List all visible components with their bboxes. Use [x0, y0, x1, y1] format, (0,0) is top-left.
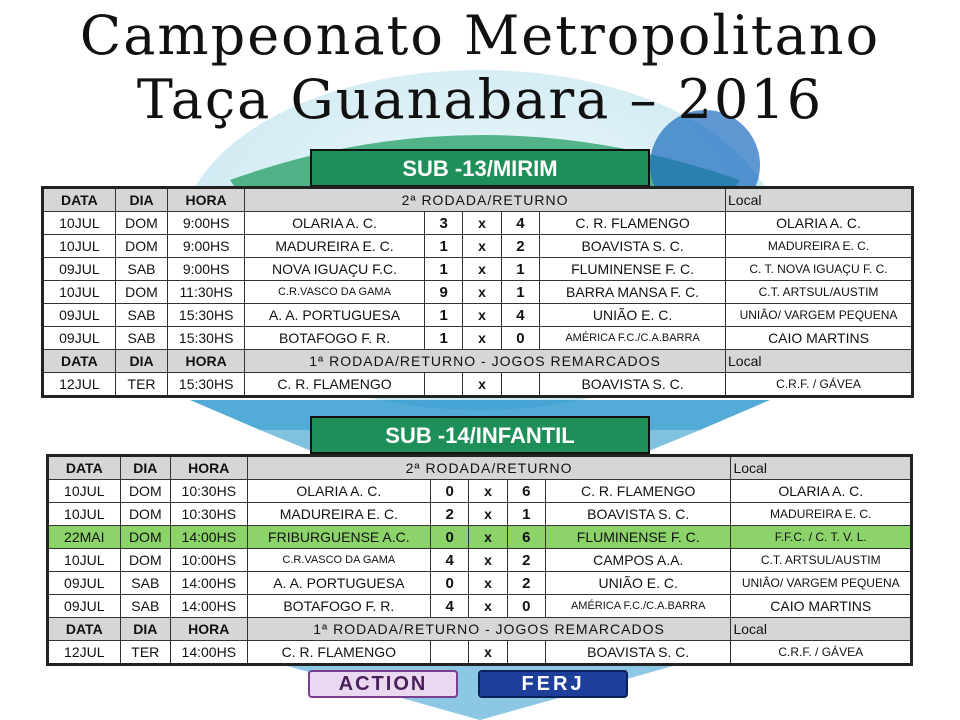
category-banner-sub13: SUB -13/MIRIM	[310, 149, 650, 187]
match-row	[48, 480, 912, 503]
home-team: C.R.VASCO DA GAMA	[247, 549, 430, 572]
col-local-header: Local	[731, 456, 912, 480]
away-score: 0	[501, 327, 539, 350]
away-team: FLUMINENSE F. C.	[540, 258, 726, 281]
venue: MADUREIRA E. C.	[726, 235, 913, 258]
away-team: UNIÃO E. C.	[540, 304, 726, 327]
match-date: 09JUL	[43, 304, 116, 327]
venue: UNIÂO/ VARGEM PEQUENA	[731, 572, 912, 595]
away-score: 6	[507, 526, 545, 549]
versus: x	[469, 641, 507, 665]
versus: x	[463, 304, 501, 327]
versus: x	[463, 373, 501, 397]
home-team: MADUREIRA E. C.	[245, 235, 425, 258]
match-day: DOM	[115, 281, 168, 304]
match-row	[43, 281, 913, 304]
home-team: BOTAFOGO F. R.	[247, 595, 430, 618]
venue: OLARIA A. C.	[726, 212, 913, 235]
match-day: DOM	[120, 480, 170, 503]
match-day: DOM	[115, 235, 168, 258]
away-score: 6	[507, 480, 545, 503]
col-local-header: Local	[726, 188, 913, 212]
versus: x	[463, 327, 501, 350]
home-score	[424, 373, 462, 397]
match-time: 14:00HS	[170, 641, 247, 665]
away-team: AMÉRICA F.C./C.A.BARRA	[540, 327, 726, 350]
venue: UNIÂO/ VARGEM PEQUENA	[726, 304, 913, 327]
venue: C. T. NOVA IGUAÇU F. C.	[726, 258, 913, 281]
home-score: 1	[424, 327, 462, 350]
col-hora-header: HORA	[170, 456, 247, 480]
match-day: TER	[115, 373, 168, 397]
home-score: 3	[424, 212, 462, 235]
versus: x	[469, 480, 507, 503]
home-team: C. R. FLAMENGO	[245, 373, 425, 397]
col-data-header: DATA	[43, 350, 116, 373]
versus: x	[463, 212, 501, 235]
away-score: 2	[501, 235, 539, 258]
col-data-header: DATA	[48, 618, 121, 641]
match-time: 14:00HS	[170, 595, 247, 618]
ferj-logo	[478, 670, 628, 698]
match-date: 22MAI	[48, 526, 121, 549]
venue: C.T. ARTSUL/AUSTIM	[726, 281, 913, 304]
away-score: 2	[507, 549, 545, 572]
venue: CAIO MARTINS	[731, 595, 912, 618]
match-row-highlighted	[48, 526, 912, 549]
venue: F.F.C. / C. T. V. L.	[731, 526, 912, 549]
match-time: 11:30HS	[168, 281, 245, 304]
home-team: OLARIA A. C.	[247, 480, 430, 503]
home-score: 1	[424, 304, 462, 327]
home-team: A. A. PORTUGUESA	[245, 304, 425, 327]
home-score: 4	[431, 549, 469, 572]
category-banner-sub14: SUB -14/INFANTIL	[310, 416, 650, 454]
venue: MADUREIRA E. C.	[731, 503, 912, 526]
away-score: 4	[501, 304, 539, 327]
col-dia-header: DIA	[115, 350, 168, 373]
action-logo	[308, 670, 458, 698]
page-title: Campeonato Metropolitano	[79, 4, 881, 67]
home-team: A. A. PORTUGUESA	[247, 572, 430, 595]
away-team: FLUMINENSE F. C.	[545, 526, 731, 549]
col-hora-header: HORA	[168, 188, 245, 212]
match-day: DOM	[120, 549, 170, 572]
home-score: 0	[431, 480, 469, 503]
away-team: BARRA MANSA F. C.	[540, 281, 726, 304]
table-header-row	[48, 456, 912, 480]
match-date: 10JUL	[48, 503, 121, 526]
match-day: DOM	[120, 503, 170, 526]
home-score: 4	[431, 595, 469, 618]
col-dia-header: DIA	[120, 456, 170, 480]
col-data-header: DATA	[48, 456, 121, 480]
home-score: 1	[424, 258, 462, 281]
round-header: 2ª RODADA/RETURNO	[247, 456, 731, 480]
home-team: C.R.VASCO DA GAMA	[245, 281, 425, 304]
match-row	[43, 327, 913, 350]
versus: x	[463, 235, 501, 258]
col-hora-header: HORA	[170, 618, 247, 641]
versus: x	[469, 595, 507, 618]
table-header-row	[43, 350, 913, 373]
away-team: BOAVISTA S. C.	[540, 373, 726, 397]
home-team: NOVA IGUAÇU F.C.	[245, 258, 425, 281]
versus: x	[469, 549, 507, 572]
home-team: OLARIA A. C.	[245, 212, 425, 235]
away-score: 2	[507, 572, 545, 595]
home-score: 9	[424, 281, 462, 304]
match-row	[48, 572, 912, 595]
match-row	[43, 373, 913, 397]
home-score	[431, 641, 469, 665]
away-score: 1	[501, 281, 539, 304]
match-time: 9:00HS	[168, 235, 245, 258]
match-day: SAB	[120, 572, 170, 595]
venue: CAIO MARTINS	[726, 327, 913, 350]
round-header: 1ª RODADA/RETURNO - JOGOS REMARCADOS	[247, 618, 731, 641]
match-row	[48, 641, 912, 665]
match-date: 09JUL	[43, 327, 116, 350]
match-row	[43, 304, 913, 327]
away-team: BOAVISTA S. C.	[545, 503, 731, 526]
match-time: 14:00HS	[170, 572, 247, 595]
venue: C.R.F. / GÁVEA	[726, 373, 913, 397]
match-time: 10:00HS	[170, 549, 247, 572]
away-score: 4	[501, 212, 539, 235]
away-team: C. R. FLAMENGO	[540, 212, 726, 235]
schedule-table-sub14	[46, 454, 913, 666]
page-subtitle: Taça Guanabara – 2016	[136, 68, 824, 131]
match-day: DOM	[120, 526, 170, 549]
away-score: 1	[507, 503, 545, 526]
match-day: SAB	[115, 258, 168, 281]
match-time: 15:30HS	[168, 327, 245, 350]
match-row	[43, 212, 913, 235]
round-header: 1ª RODADA/RETURNO - JOGOS REMARCADOS	[245, 350, 726, 373]
away-team: BOAVISTA S. C.	[545, 641, 731, 665]
versus: x	[463, 281, 501, 304]
schedule-table-sub13	[41, 186, 914, 398]
away-score: 0	[507, 595, 545, 618]
match-day: SAB	[120, 595, 170, 618]
home-score: 2	[431, 503, 469, 526]
match-row	[48, 549, 912, 572]
match-date: 12JUL	[43, 373, 116, 397]
away-score: 1	[501, 258, 539, 281]
match-day: DOM	[115, 212, 168, 235]
match-row	[48, 503, 912, 526]
versus: x	[469, 572, 507, 595]
match-day: SAB	[115, 304, 168, 327]
col-dia-header: DIA	[115, 188, 168, 212]
home-team: C. R. FLAMENGO	[247, 641, 430, 665]
match-row	[43, 235, 913, 258]
match-row	[48, 595, 912, 618]
home-score: 1	[424, 235, 462, 258]
versus: x	[469, 526, 507, 549]
match-time: 9:00HS	[168, 212, 245, 235]
col-hora-header: HORA	[168, 350, 245, 373]
table-header-row	[48, 618, 912, 641]
away-team: C. R. FLAMENGO	[545, 480, 731, 503]
round-header: 2ª RODADA/RETURNO	[245, 188, 726, 212]
col-local-header: Local	[726, 350, 913, 373]
match-date: 10JUL	[48, 480, 121, 503]
match-date: 10JUL	[48, 549, 121, 572]
action-logo-text: ACTION	[338, 672, 428, 695]
away-score	[507, 641, 545, 665]
away-team: AMÉRICA F.C./C.A.BARRA	[545, 595, 731, 618]
venue: OLARIA A. C.	[731, 480, 912, 503]
match-date: 09JUL	[48, 572, 121, 595]
match-row	[43, 258, 913, 281]
match-date: 12JUL	[48, 641, 121, 665]
match-time: 9:00HS	[168, 258, 245, 281]
home-score: 0	[431, 572, 469, 595]
match-date: 10JUL	[43, 212, 116, 235]
match-day: TER	[120, 641, 170, 665]
venue: C.T. ARTSUL/AUSTIM	[731, 549, 912, 572]
venue: C.R.F. / GÁVEA	[731, 641, 912, 665]
match-time: 14:00HS	[170, 526, 247, 549]
match-time: 15:30HS	[168, 373, 245, 397]
home-team: FRIBURGUENSE A.C.	[247, 526, 430, 549]
match-day: SAB	[115, 327, 168, 350]
versus: x	[469, 503, 507, 526]
away-team: CAMPOS A.A.	[545, 549, 731, 572]
match-date: 10JUL	[43, 235, 116, 258]
ferj-logo-text: FERJ	[521, 672, 585, 695]
match-time: 10:30HS	[170, 503, 247, 526]
match-date: 09JUL	[43, 258, 116, 281]
versus: x	[463, 258, 501, 281]
match-date: 10JUL	[43, 281, 116, 304]
home-team: MADUREIRA E. C.	[247, 503, 430, 526]
match-date: 09JUL	[48, 595, 121, 618]
match-time: 15:30HS	[168, 304, 245, 327]
away-score	[501, 373, 539, 397]
col-dia-header: DIA	[120, 618, 170, 641]
away-team: UNIÃO E. C.	[545, 572, 731, 595]
col-data-header: DATA	[43, 188, 116, 212]
table-header-row	[43, 188, 913, 212]
match-time: 10:30HS	[170, 480, 247, 503]
away-team: BOAVISTA S. C.	[540, 235, 726, 258]
home-score: 0	[431, 526, 469, 549]
col-local-header: Local	[731, 618, 912, 641]
home-team: BOTAFOGO F. R.	[245, 327, 425, 350]
